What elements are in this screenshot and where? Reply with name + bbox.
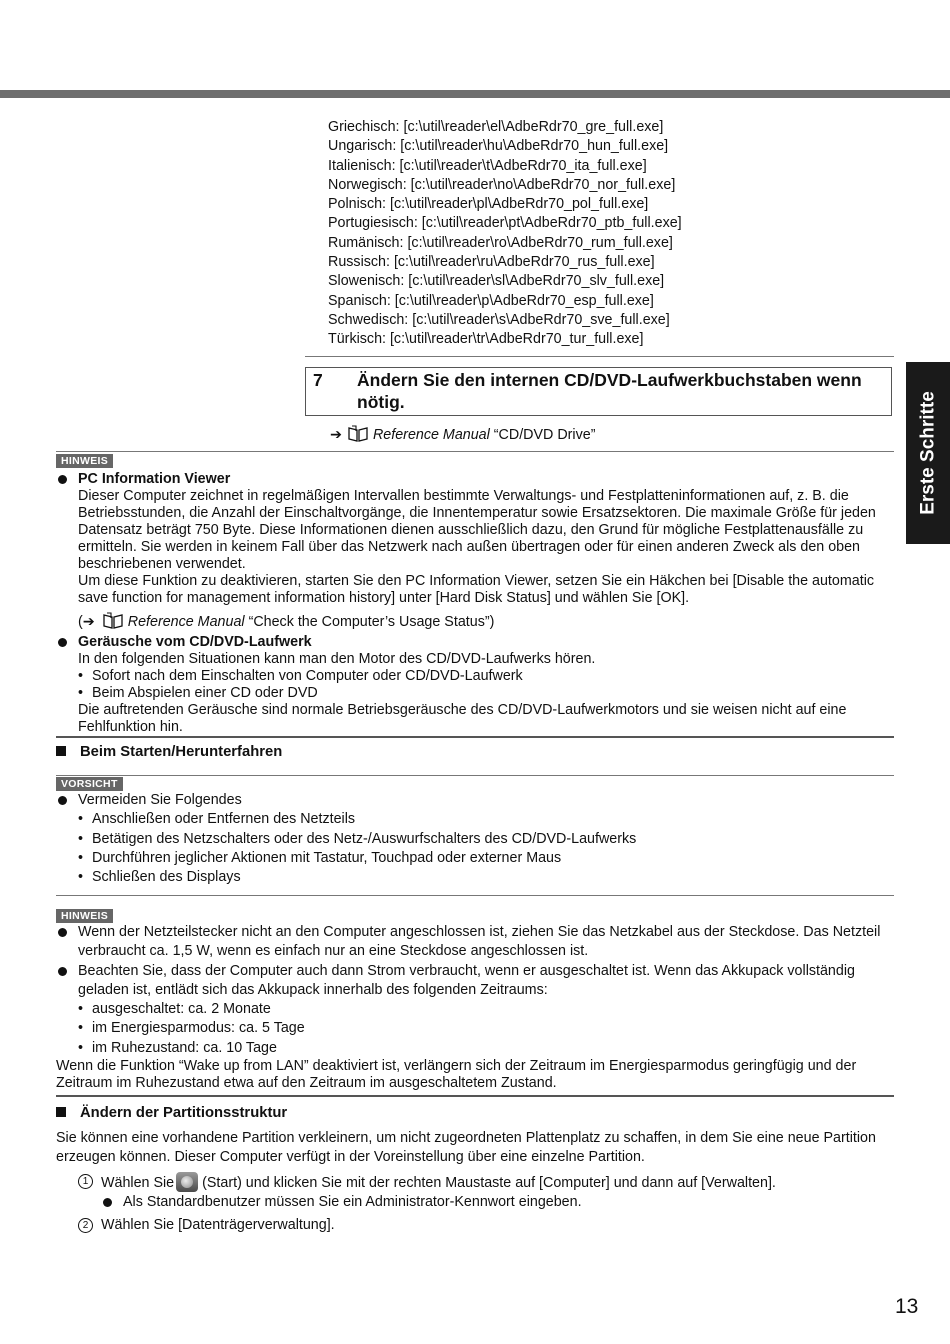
divider [56,895,894,896]
arrow-right-icon: ➔ [330,427,342,443]
item-title: Vermeiden Sie Folgendes [78,792,242,808]
hinweis-label: HINWEIS [56,454,113,468]
list-item [56,634,894,736]
section-side-tab [906,362,950,544]
bullet-icon [58,928,67,937]
sub-item: • im Energiesparmodus: ca. 5 Tage [78,1019,894,1038]
book-icon [103,612,123,634]
list-item: Spanisch: [c:\util\reader\p\AdbeRdr70_esp_full.exe] [328,292,654,309]
sub-item: • Durchführen jeglicher Aktionen mit Tastatur, Touchpad oder externer Maus [78,849,894,868]
paren: ( [78,614,83,630]
step-text: (Start) und klicken Sie mit der rechten Maustaste auf [Computer] und dann auf [Verwalten]. [202,1174,776,1191]
step-number: 1 [78,1174,93,1189]
list-item: Norwegisch: [c:\util\reader\no\AdbeRdr70_nor_full.exe] [328,176,676,193]
bullet-icon [58,796,67,805]
paragraph: In den folgenden Situationen kann man den Motor des CD/DVD-Laufwerks hören. [78,651,596,667]
reference-manual-link[interactable]: Reference Manual [127,614,245,630]
list-item: Slowenisch: [c:\util\reader\sl\AdbeRdr70_slv_full.exe] [328,273,665,290]
side-tab-label: Erste Schritte [917,391,939,515]
paragraph: Wenn die Funktion “Wake up from LAN” deaktiviert ist, verlängern sich der Zeitraum im Energiesparmodus geringfügig und der Zeitraum im Ruhezustand etwa auf den Zeitraum im ausgeschaltetem Zustand. [56,1058,857,1092]
item-title: Geräusche vom CD/DVD-Laufwerk [78,634,312,650]
list-item [56,962,894,1058]
paragraph: Als Standardbenutzer müssen Sie ein Administrator-Kennwort eingeben. [123,1193,582,1210]
hinweis-label: HINWEIS [56,909,113,923]
list-item [101,1193,894,1212]
language-file-list [328,118,888,350]
list-item: Türkisch: [c:\util\reader\tr\AdbeRdr70_tur_full.exe] [328,331,644,348]
list-item: Portugiesisch: [c:\util\reader\pt\AdbeRdr70_ptb_full.exe] [328,215,682,232]
step-text: Wählen Sie [101,1174,175,1191]
square-bullet-icon [56,746,66,756]
bullet-icon [58,967,67,976]
list-item: Griechisch: [c:\util\reader\el\AdbeRdr70_gre_full.exe] [328,119,664,135]
sub-item: • Betätigen des Netzschalters oder des Netz-/Auswurfschalters des CD/DVD-Laufwerks [78,830,894,849]
section-title: Ändern der Partitionsstruktur [80,1105,288,1121]
list-item: Schwedisch: [c:\util\reader\s\AdbeRdr70_sve_full.exe] [328,311,670,328]
paragraph: Sie können eine vorhandene Partition verkleinern, um nicht zugeordneten Plattenplatz zu schaffen, in dem Sie eine neue Partition erzeugen können. Dieser Computer verfügt in der Voreinstellung über eine einzelne Partition. [56,1130,876,1166]
paragraph: Dieser Computer zeichnet in regelmäßigen Intervallen bestimmte Verwaltungs- und Festplatteninformationen auf, z. B. die Betriebsstunden, die Anzahl der Einschaltvorgänge, die Innentemperatur sowie Ersatzsektoren. Die maximale Größe für jeden Datensatz beträgt 750 Byte. Diese Informationen dienen ausschließlich dazu, den Grund für mögliche Festplattenausfälle zu ermitteln. Sie werden in keinem Fall über das Netzwerk nach außen übertragen oder für einen anderen Zweck als den oben beschriebenen verwendet. [78,488,876,572]
reference-topic: “Check the Computer’s Usage Status”) [248,614,495,630]
step-text: Ändern Sie den internen CD/DVD-Laufwerkbuchstaben wenn nötig. [357,370,862,412]
list-item: Russisch: [c:\util\reader\ru\AdbeRdr70_rus_full.exe] [328,254,655,271]
reference-line [330,425,595,447]
reference-line [78,612,894,634]
header-bar [0,90,950,98]
square-bullet-icon [56,1107,66,1117]
sub-item: • Beim Abspielen einer CD oder DVD [78,685,894,702]
list-item [56,923,894,962]
sub-item: • ausgeschaltet: ca. 2 Monate [78,1000,894,1019]
list-item: Italienisch: [c:\util\reader\t\AdbeRdr70_ita_full.exe] [328,157,647,174]
sub-item: • Anschließen oder Entfernen des Netzteils [78,810,894,829]
sub-item: • Schließen des Displays [78,868,894,887]
book-icon [348,425,368,447]
divider [56,775,894,776]
item-title: PC Information Viewer [78,471,231,487]
bullet-icon [58,638,67,647]
section-heading [56,744,282,761]
list-item [56,791,894,887]
reference-topic: “CD/DVD Drive” [493,427,596,443]
vorsicht-block [56,791,894,887]
step-7-box [305,367,892,416]
divider [305,356,894,357]
list-item: Ungarisch: [c:\util\reader\hu\AdbeRdr70_hun_full.exe] [328,138,669,155]
hinweis-1-block [56,471,894,736]
list-item: Rumänisch: [c:\util\reader\ro\AdbeRdr70_rum_full.exe] [328,234,673,251]
list-item: Polnisch: [c:\util\reader\pl\AdbeRdr70_pol_full.exe] [328,196,649,213]
partition-block [56,1129,894,1235]
step-2 [56,1216,894,1235]
section-heading [56,1105,287,1122]
page-number: 13 [895,1295,919,1318]
step-1 [56,1172,894,1193]
hinweis-2-block [56,923,894,1092]
sub-item: • im Ruhezustand: ca. 10 Tage [78,1039,894,1058]
sub-item: • Sofort nach dem Einschalten von Computer oder CD/DVD-Laufwerk [78,668,894,685]
bullet-icon [103,1198,112,1207]
bullet-icon [58,475,67,484]
step-number: 7 [313,370,323,390]
vorsicht-label: VORSICHT [56,777,123,791]
divider [56,1095,894,1097]
paragraph: Beachten Sie, dass der Computer auch dann Strom verbraucht, wenn er ausgeschaltet ist. Wenn das Akkupack vollständig geladen ist, entlädt sich das Akkupack innerhalb des folgenden Zeitraums: [78,962,855,998]
paragraph: Wenn der Netzteilstecker nicht an den Computer angeschlossen ist, ziehen Sie das Netzkabel aus der Steckdose. Das Netzteil verbraucht ca. 1,5 W, wenn es einfach nur an eine Steckdose angeschlossen ist. [78,924,881,960]
paragraph: Um diese Funktion zu deaktivieren, starten Sie den PC Information Viewer, setzen Sie ein Häkchen bei [Disable the automatic save function for management information history] unter [Hard Disk Status] und wählen Sie [OK]. [78,573,875,606]
arrow-right-icon: ➔ [82,614,95,630]
section-title: Beim Starten/Herunterfahren [80,744,283,760]
step-number: 2 [78,1218,93,1233]
divider [56,451,894,452]
step-text: Wählen Sie [Datenträgerverwaltung]. [101,1217,335,1234]
reference-manual-link[interactable]: Reference Manual [372,427,490,443]
paragraph: Die auftretenden Geräusche sind normale Betriebsgeräusche des CD/DVD-Laufwerkmotors und sie weisen nicht auf eine Fehlfunktion hin. [78,702,847,735]
windows-start-icon [176,1172,198,1192]
list-item [56,471,894,634]
divider [56,736,894,738]
